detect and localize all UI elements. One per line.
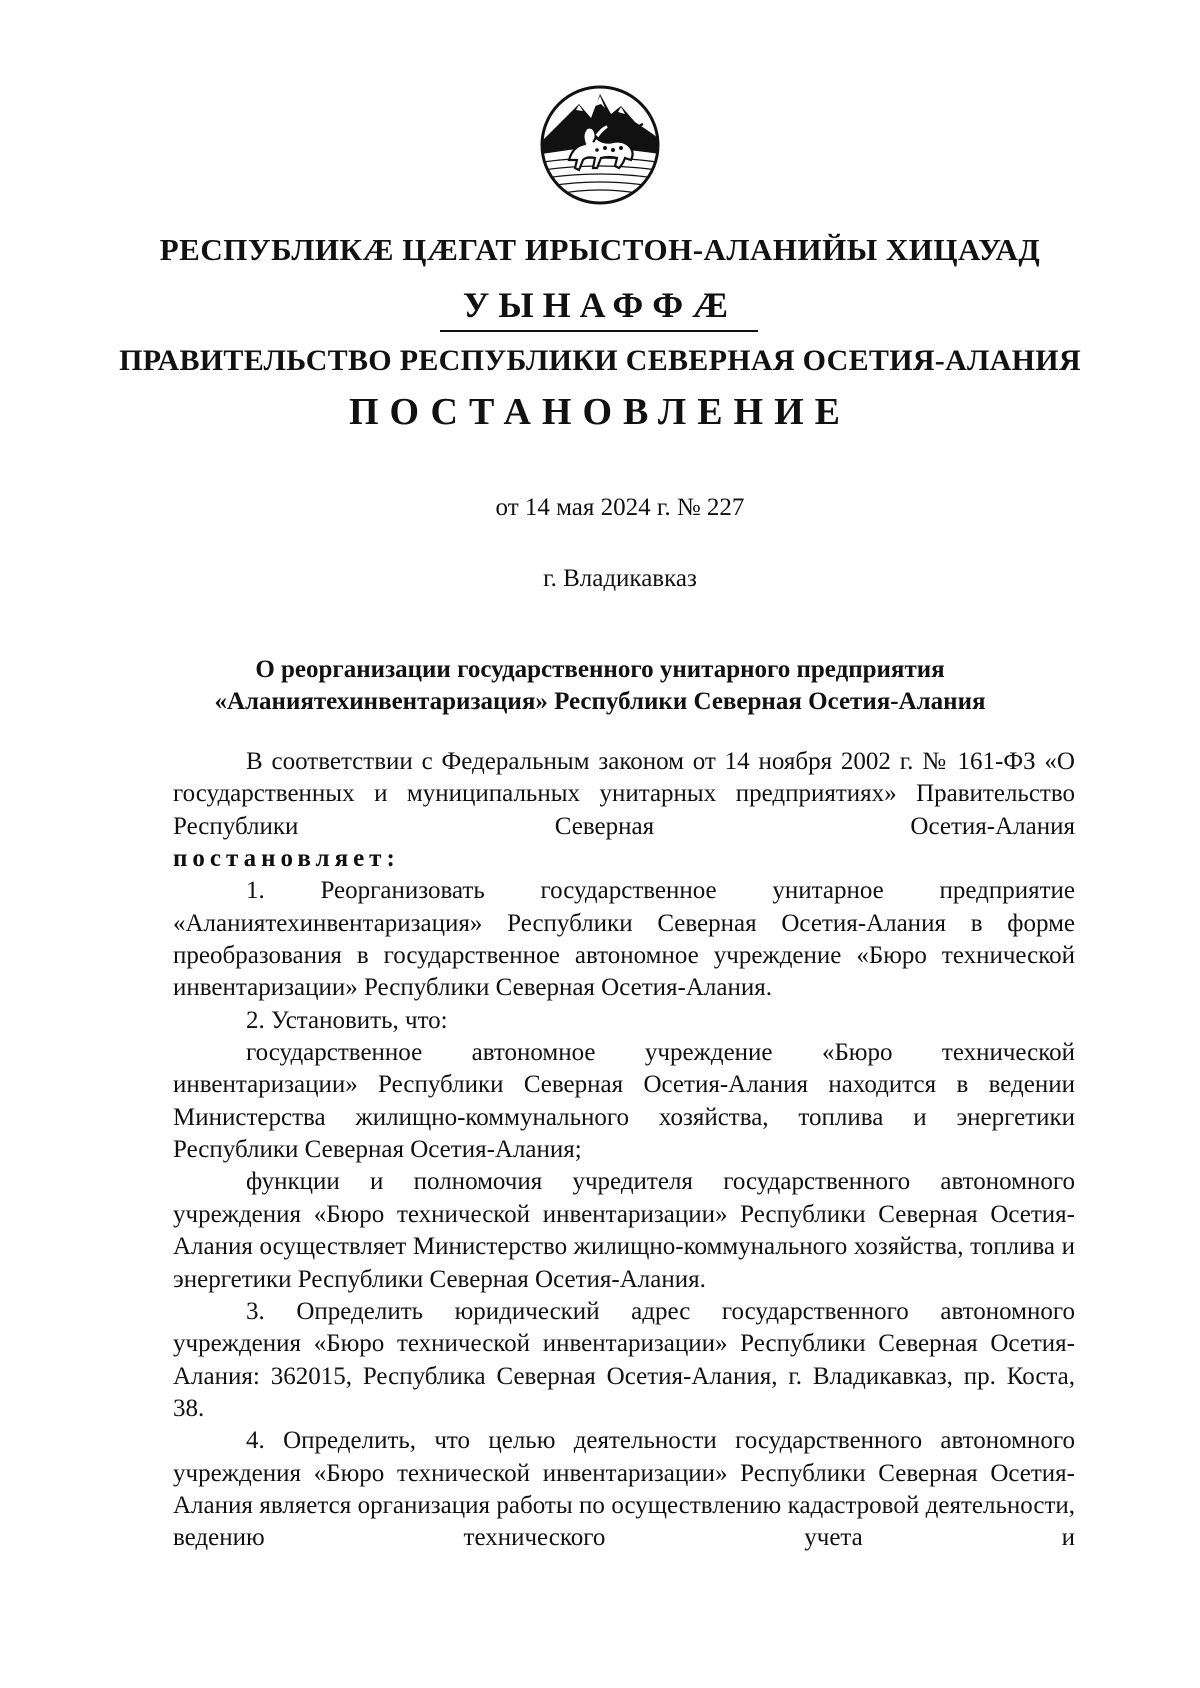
decree-paragraph	[173, 843, 1075, 875]
document-title-line-2: «Аланиятехинвентаризация» Республики Северная Осетия-Алания	[214, 688, 986, 715]
item-4-paragraph: 4. Определить, что целью деятельности государственного автономного учреждения «Бюро технической инвентаризации» Республики Северная Осетия-Алания является организация работы по осуществлению кадастровой деятельности, ведению технического учета и	[173, 1427, 1075, 1552]
document-title-line-1: О реорганизации государственного унитарного предприятия	[255, 656, 945, 683]
document-city: г. Владикавказ	[543, 565, 697, 592]
russian-document-type: ПОСТАНОВЛЕНИЕ	[348, 391, 852, 433]
item-2-clause-b: функции и полномочия учредителя государственного автономного учреждения «Бюро технической инвентаризации» Республики Северная Осетия-Алания осуществляет Министерство жилищно-коммунального хозяйства, топлива и энергетики Республики Северная Осетия-Алания.	[173, 1168, 1075, 1293]
item-1-paragraph: 1. Реорганизовать государственное унитарное предприятие «Аланиятехинвентаризация» Республики Северная Осетия-Алания в форме преобразования в государственное автономное учреждение «Бюро технической инвентаризации» Республики Северная Осетия-Алания.	[173, 877, 1075, 1002]
decree-word: постановляет:	[173, 845, 400, 873]
item-2-intro: 2. Установить, что:	[246, 1006, 448, 1034]
preamble-paragraph: В соответствии с Федеральным законом от 14 ноября 2002 г. № 161-ФЗ «О государственных и муниципальных унитарных предприятиях» Правительство Республики Северная Осетия-Алания	[173, 748, 1075, 840]
russian-government-name: ПРАВИТЕЛЬСТВО РЕСПУБЛИКИ СЕВЕРНАЯ ОСЕТИЯ-АЛАНИЯ	[119, 344, 1081, 377]
document-body	[173, 746, 1075, 1555]
document-date-number: от 14 мая 2024 г. № 227	[495, 494, 745, 521]
coat-of-arms-emblem	[539, 84, 661, 206]
ossetian-government-name: РЕСПУБЛИКӔ ЦӔГАТ ИРЫСТОН-АЛАНИЙЫ ХИЦАУАД	[159, 232, 1041, 267]
item-2-clause-a: государственное автономное учреждение «Бюро технической инвентаризации» Республики Северная Осетия-Алания находится в ведении Министерства жилищно-коммунального хозяйства, топлива и энергетики Республики Северная Осетия-Алания;	[173, 1039, 1075, 1164]
header-divider	[440, 330, 758, 332]
item-3-paragraph: 3. Определить юридический адрес государственного автономного учреждения «Бюро технической инвентаризации» Республики Северная Осетия-Алания: 362015, Республика Северная Осетия-Алания, г. Владикавказ, пр. Коста, 38.	[173, 1297, 1075, 1422]
ossetian-document-type: УЫНАФФӔ	[462, 285, 738, 325]
